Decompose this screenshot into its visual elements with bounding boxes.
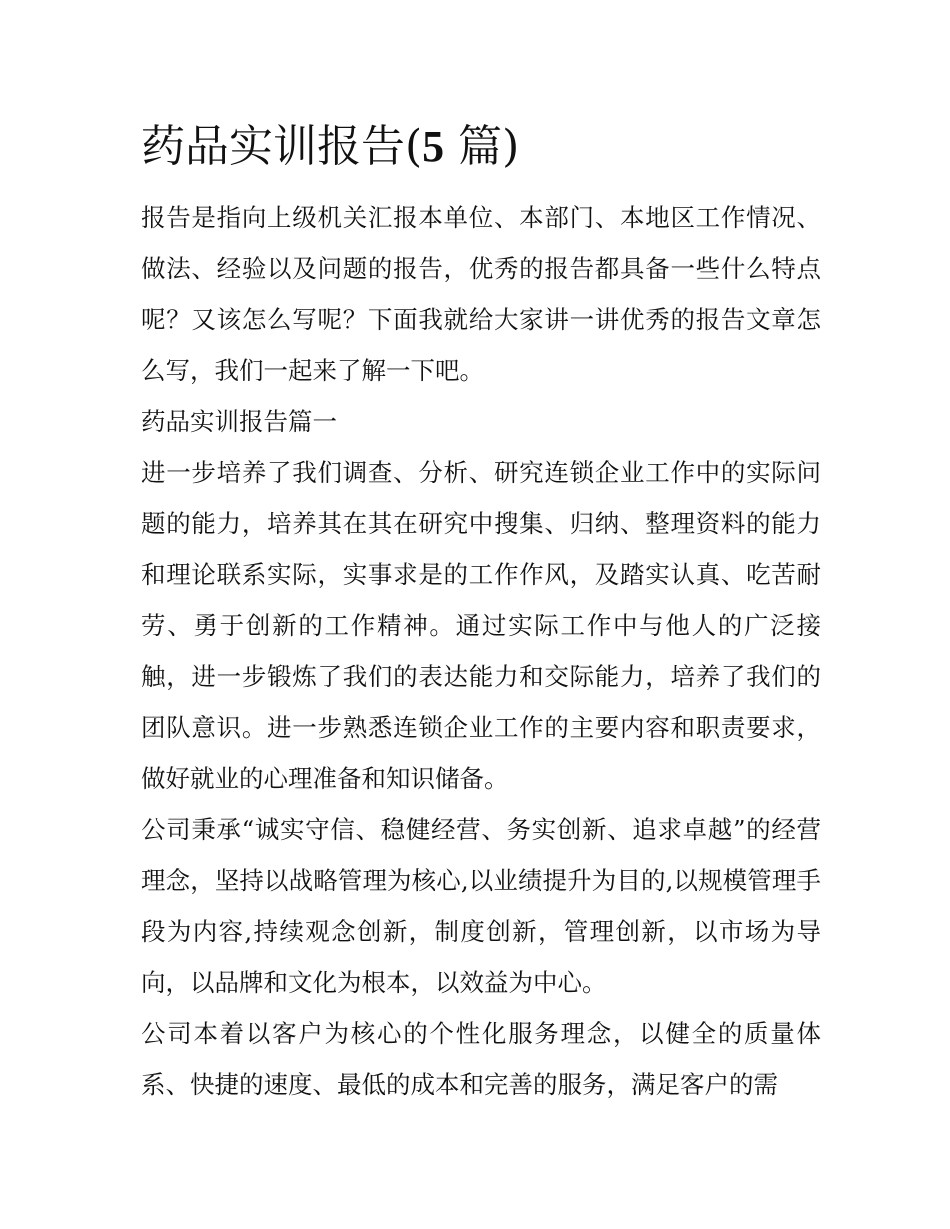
intro-paragraph: 报告是指向上级机关汇报本单位、本部门、本地区工作情况、做法、经验以及问题的报告，优秀的报告都具备一些什么特点呢？又该怎么写呢？下面我就给大家讲一讲优秀的报告文章怎么写，我们一起来了解一下吧。 bbox=[141, 203, 821, 385]
section-heading: 药品实训报告篇一 bbox=[141, 407, 337, 436]
title-prefix: 药品实训报告( bbox=[141, 121, 423, 172]
title-number: 5 bbox=[422, 122, 445, 171]
body-paragraph: 公司秉承“诚实守信、稳健经营、务实创新、追求卓越”的经营理念，坚持以战略管理为核心,以业绩提升为目的,以规模管理手段为内容,持续观念创新，制度创新，管理创新，以市场为导向，以品牌和文化为根本，以效益为中心。 bbox=[141, 815, 821, 997]
document-body bbox=[141, 112, 821, 1110]
document-title bbox=[141, 112, 821, 182]
body-paragraph: 进一步培养了我们调查、分析、研究连锁企业工作中的实际问题的能力，培养其在其在研究中搜集、归纳、整理资料的能力和理论联系实际，实事求是的工作作风，及踏实认真、吃苦耐劳、勇于创新的工作精神。通过实际工作中与他人的广泛接触，进一步锻炼了我们的表达能力和交际能力，培养了我们的团队意识。进一步熟悉连锁企业工作的主要内容和职责要求，做好就业的心理准备和知识储备。 bbox=[141, 458, 821, 793]
title-suffix: 篇) bbox=[444, 121, 520, 172]
body-paragraph: 公司本着以客户为核心的个性化服务理念，以健全的质量体系、快捷的速度、最低的成本和完善的服务，满足客户的需 bbox=[141, 1019, 821, 1099]
